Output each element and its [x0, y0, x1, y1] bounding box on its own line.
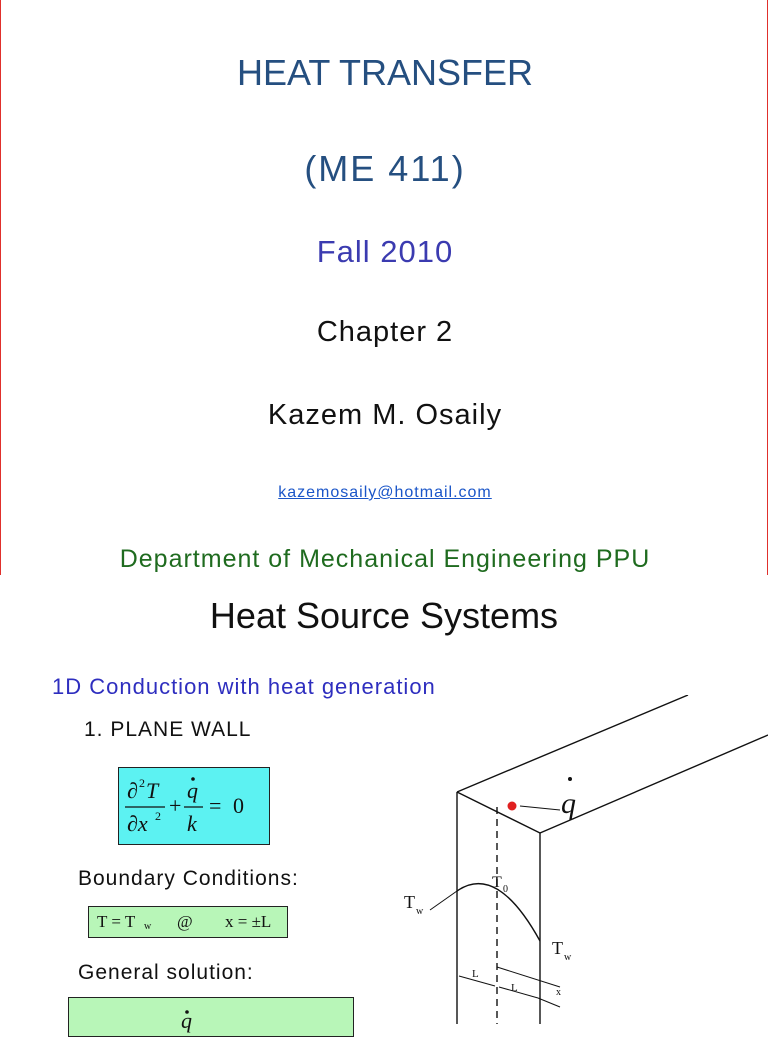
author-name: Kazem M. Osaily — [267, 399, 503, 431]
term-label: Fall 2010 — [316, 234, 454, 269]
heat-equation-box — [118, 767, 270, 845]
general-solution-label: General solution: — [78, 961, 254, 984]
email-link[interactable]: kazemosaily@hotmail.com — [278, 484, 492, 501]
svg-text:2: 2 — [139, 776, 145, 790]
content-slide — [0, 575, 768, 1033]
boundary-condition-box — [88, 906, 288, 938]
q-dot-symbol: q — [561, 787, 576, 820]
plane-wall-diagram — [380, 695, 768, 1024]
department-label: Department of Mechanical Engineering PPU — [119, 545, 651, 573]
svg-text:w: w — [564, 952, 572, 963]
heat-source-dot — [508, 802, 517, 811]
chapter-label: Chapter 2 — [316, 316, 454, 348]
svg-text:0: 0 — [503, 884, 508, 895]
tw-right-symbol: T — [552, 938, 563, 958]
slide2-title: Heat Source Systems — [209, 595, 559, 636]
list-item-plane-wall: 1. PLANE WALL — [84, 718, 252, 741]
section-subtitle: 1D Conduction with heat generation — [52, 674, 436, 699]
slide-title: HEAT TRANSFER — [236, 52, 534, 93]
boundary-conditions-label: Boundary Conditions: — [78, 867, 299, 890]
x-axis-label: x — [556, 987, 561, 998]
svg-text:+: + — [169, 793, 182, 818]
heat-equation — [119, 768, 271, 846]
svg-text:2: 2 — [155, 809, 161, 823]
svg-text:∂: ∂ — [127, 778, 138, 803]
svg-text:∂x: ∂x — [127, 811, 148, 836]
bc-lhs: T = T — [97, 912, 136, 931]
temperature-profile — [457, 884, 540, 941]
svg-text:=: = — [209, 793, 222, 818]
wall-front-top-edge — [457, 792, 540, 833]
svg-text:k: k — [187, 811, 197, 836]
svg-text:q: q — [181, 1008, 192, 1033]
svg-text:0: 0 — [233, 793, 244, 818]
bc-at: @ — [177, 912, 193, 931]
bc-rhs: x = ±L — [225, 912, 272, 931]
wall-top-back-left — [457, 695, 688, 792]
l-label-right: L — [511, 982, 518, 994]
svg-text:q: q — [187, 778, 198, 803]
t0-symbol: T — [492, 874, 502, 891]
tw-left-symbol: T — [404, 892, 415, 912]
l-label-left: L — [472, 968, 479, 980]
general-solution-box — [68, 997, 354, 1037]
bc-sub: w — [144, 921, 152, 932]
general-solution-equation — [69, 998, 355, 1038]
svg-text:T: T — [146, 778, 159, 803]
svg-text:w: w — [416, 906, 424, 917]
course-code: (ME 411) — [304, 148, 466, 189]
